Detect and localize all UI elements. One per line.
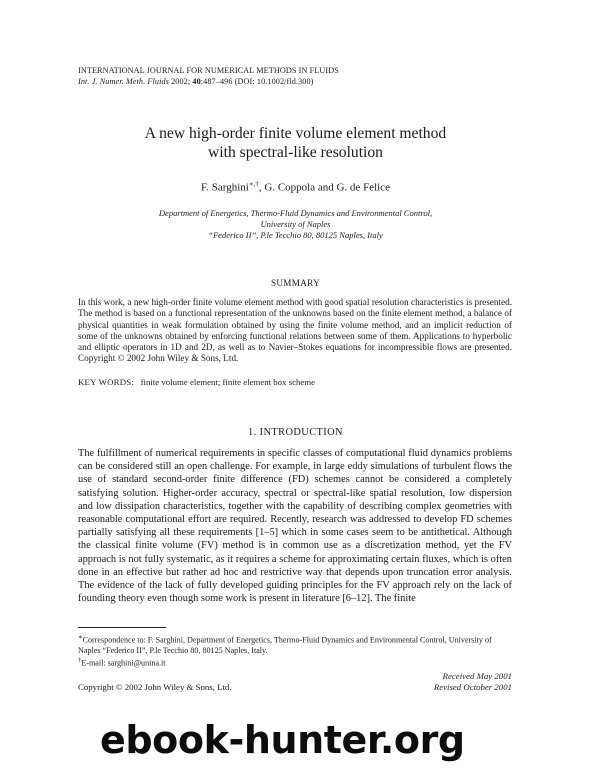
keywords (78, 377, 512, 387)
watermark-text: ebook-hunter.org (100, 718, 465, 762)
section-heading-introduction: 1. INTRODUCTION (248, 427, 343, 438)
summary-text: In this work, a new high-order finite volume element method with good spatial resolution characteristics is presented. The method is based on a functional representation of the unknowns based on the finite element method, a balance of physical quantities in weak formulation obtained by using the finite volume method, and an implicit reduction of some of the unknowns obtained by enforcing functional relations between some of them. Applications to hyperbolic and elliptic operators in 1D and 2D, as well as to Navier–Stokes equations for incompressible flows are presented. Copyright © 2002 John Wiley & Sons, Ltd. (78, 297, 512, 364)
footnote-correspondence (78, 633, 512, 656)
footnote-rule (78, 627, 166, 628)
journal-volume: 40 (192, 76, 201, 86)
footnote-email (78, 656, 512, 669)
footnote-email-text: E-mail: sarghini@unina.it (81, 658, 166, 668)
affiliation (60, 208, 531, 241)
title-line-2: with spectral-like resolution (208, 144, 383, 161)
summary-heading: SUMMARY (270, 278, 321, 288)
paper-title (60, 124, 531, 162)
author-1-marks: ∗,† (248, 180, 259, 188)
journal-abbrev: Int. J. Numer. Meth. Fluids (78, 76, 169, 86)
received-date: Received May 2001 (442, 671, 512, 681)
journal-reference (78, 77, 518, 88)
journal-year: 2002; (171, 76, 191, 86)
keywords-label: KEY WORDS: (78, 377, 135, 387)
journal-name: INTERNATIONAL JOURNAL FOR NUMERICAL METHODS IN FLUIDS (78, 66, 339, 75)
affiliation-line-2: University of Naples (260, 219, 331, 229)
journal-header (78, 66, 518, 87)
footnote-email-mark: † (78, 657, 82, 665)
footnotes (78, 633, 512, 669)
received-dates (300, 671, 512, 693)
title-line-1: A new high-order finite volume element method (144, 125, 447, 142)
copyright-notice: Copyright © 2002 John Wiley & Sons, Ltd. (78, 682, 232, 692)
affiliation-line-1: Department of Energetics, Thermo-Fluid Dynamics and Environmental Control, (158, 208, 433, 218)
revised-date: Revised October 2001 (433, 682, 512, 692)
author-list (60, 180, 531, 194)
introduction-paragraph: The fulfillment of numerical requirements in specific classes of computational fluid dynamics problems can be considered still an open challenge. For example, in large eddy simulations of turbulent flows the use of standard second-order finite difference (FD) schemes cannot be considered a completely satisfying solution. Higher-order accuracy, spectral or spectral-like spatial resolution, low dispersion and low dissipation characteristics, together with the capability of describing complex geometries with reasonable computational effort are required. Recently, research was addressed to develop FD schemes partially satisfying all these requirements [1–5] which in some cases seem to be antithetical. Although the classical finite volume (FV) method is in common use as a discretization method, yet the FV approach is not fully systematic, as it requires a scheme for approximating certain fluxes, which is often done in an effective but rather ad hoc and restrictive way that depends upon truncation error analysis. The evidence of the lack of fully developed guiding principles for the FV approach rely on the lack of founding theory even though some work is present in literature [6–12]. The finite (78, 448, 512, 605)
other-authors: , G. Coppola and G. de Felice (258, 181, 390, 194)
footnote-corr-text: Correspondence to: F. Sarghini, Department of Energetics, Thermo-Fluid Dynamics and Environmental Control, University of Naples “Federico II”, P.le Tecchio 80, 80125 Naples, Italy. (78, 635, 492, 655)
footnote-corr-mark: ∗ (78, 634, 83, 641)
author-1: F. Sarghini (201, 181, 249, 194)
journal-pages: :487–496 (DOI: 10.1002/fld.300) (200, 76, 314, 86)
keywords-text: finite volume element; finite element box scheme (140, 377, 316, 387)
affiliation-line-3: “Federico II”, P.le Tecchio 80, 80125 Naples, Italy (208, 230, 383, 240)
